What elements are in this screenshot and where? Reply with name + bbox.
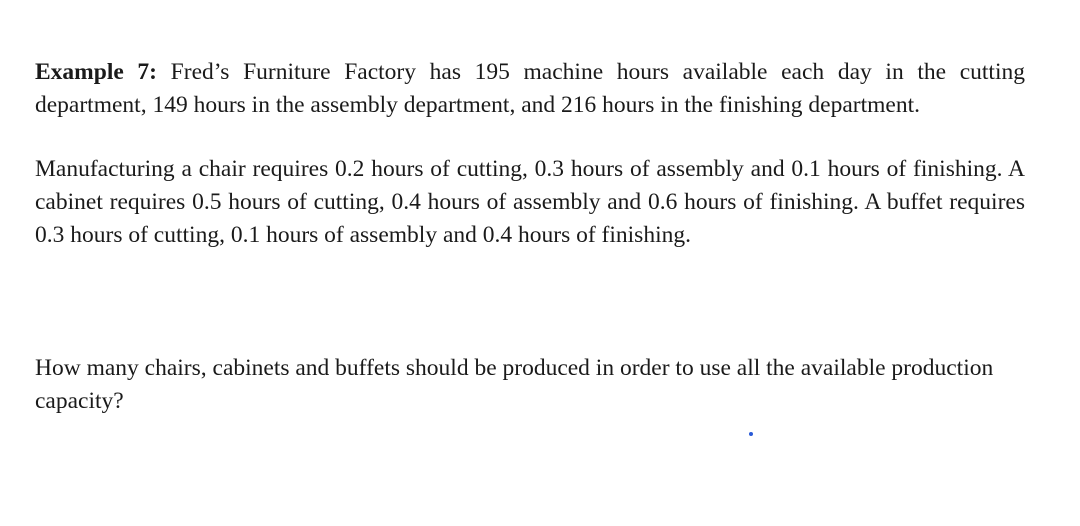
intro-paragraph [35,56,1025,122]
cursor-dot-marker [749,432,753,436]
requirements-paragraph: Manufacturing a chair requires 0.2 hours of cutting, 0.3 hours of assembly and 0.1 hours of finishing. A cabinet requires 0.5 hours of cutting, 0.4 hours of assembly and 0.6 hours of finishing. A buffet requires 0.3 hours of cutting, 0.1 hours of assembly and 0.4 hours of finishing. [35,156,1025,248]
intro-text: Fred’s Furniture Factory has 195 machine hours available each day in the cutting department, 149 hours in the assembly department, and 216 hours in the finishing department. [35,59,1025,118]
example-label: Example 7: [35,59,158,85]
question-paragraph: How many chairs, cabinets and buffets should be produced in order to use all the available production capacity? [35,355,994,414]
